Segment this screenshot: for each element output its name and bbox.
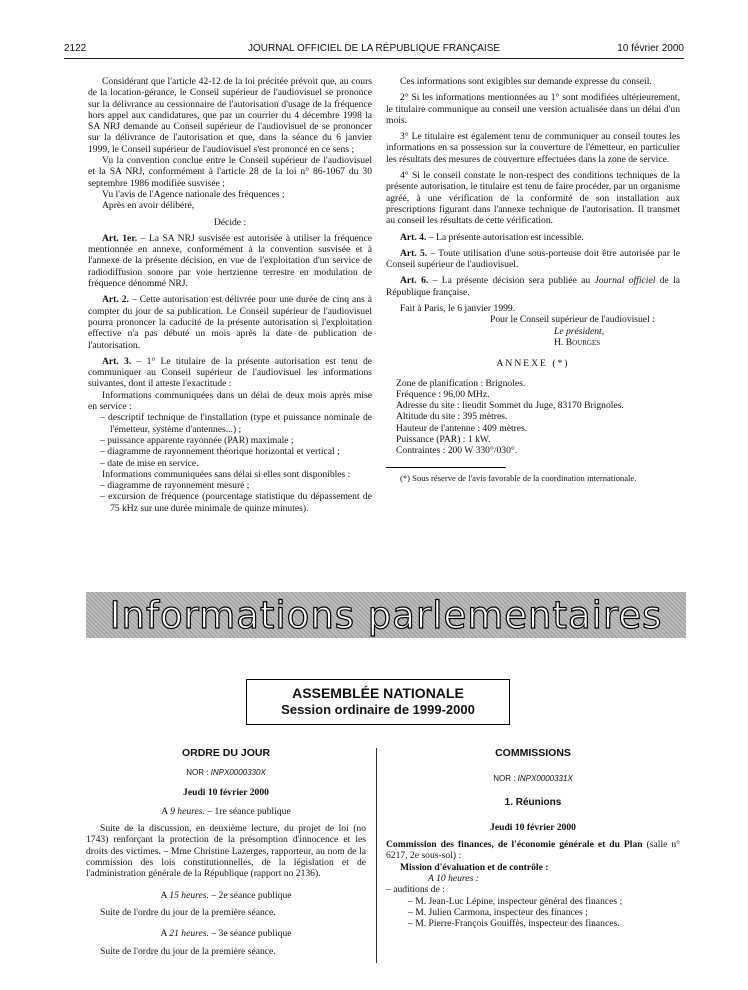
article-1 <box>88 233 372 289</box>
nor-code: INPX0000330X <box>210 768 266 778</box>
vu-avis-paragraph: Vu l'avis de l'Agence nationale des fréquences ; <box>102 188 285 200</box>
annexe-line: Altitude du site : 395 mètres. <box>396 411 508 423</box>
commissions-section <box>386 748 680 930</box>
list-item: – diagramme de rayonnement théorique horizontal et vertical ; <box>100 446 372 457</box>
annexe-title: ANNEXE (*) <box>496 358 570 370</box>
auditions-label: – auditions de : <box>386 884 445 896</box>
commissions-heading: COMMISSIONS <box>495 747 571 759</box>
assembly-name: ASSEMBLÉE NATIONALE <box>292 685 464 701</box>
session-3-label: – 3e séance publique <box>208 928 292 940</box>
ordre-du-jour-heading: ORDRE DU JOUR <box>181 747 271 759</box>
session-3-text: Suite de l'ordre du jour de la première séance. <box>100 945 276 957</box>
meeting-time: A 10 heures : <box>428 873 479 885</box>
article-5-label: Art. 5. <box>400 247 428 259</box>
session-2-prefix: A <box>160 889 170 901</box>
article-4 <box>386 232 680 243</box>
session-1-label: – 1re séance publique <box>204 805 291 817</box>
header-rule <box>64 58 684 59</box>
point-3-paragraph: 3° Le titulaire est également tenu de communiquer au conseil toutes les informations en sa possession sur la couverture de l'émetteur, en particulier les résultats des mesures de couverture effectuées dans la zone de service. <box>386 131 680 165</box>
list-item: – excursion de fréquence (pourcentage statistique du dépassement de 75 kHz sur une durée minimale de quinze minutes). <box>100 491 372 514</box>
assembly-box <box>246 679 510 725</box>
article-5 <box>386 248 680 271</box>
considerant-paragraph: Considérant que l'article 42-12 de la loi précitée prévoit que, au cours de la location-gérance, le Conseil supérieur de l'audiovisuel se prononce sur la délivrance au cessionnaire de l'autorisation d'usage de la fréquence hors appel aux candidatures, que par un courrier du 4 décembre 1998 la SA NRJ demande au Conseil supérieur de l'audiovisuel de se prononcer sur la délivrance de l'autorisation et que, dans la séance du 6 janvier 1999, le Conseil supérieur de l'audiovisuel s'est prononcé en ce sens ; <box>88 76 372 155</box>
session-3-heading <box>86 928 366 939</box>
issue-date: 10 février 2000 <box>617 43 684 54</box>
article-6 <box>386 275 680 298</box>
list-item: – M. Pierre-François Gouiffès, inspecteur des finances. <box>408 918 680 929</box>
section-banner <box>86 592 686 638</box>
journal-title: JOURNAL OFFICIEL DE LA RÉPUBLIQUE FRANÇAISE <box>247 43 501 54</box>
list-item: – diagramme de rayonnement mesuré ; <box>100 480 372 491</box>
left-column <box>88 76 372 514</box>
article-4-text: – La présente autorisation est incessible. <box>426 231 584 243</box>
reunions-heading: 1. Réunions <box>504 796 562 808</box>
nor-label: NOR : <box>493 774 518 784</box>
session-2-label: – 2e séance publique <box>208 889 292 901</box>
session-2-time: 15 heures. <box>169 889 209 901</box>
article-5-text: – Toute utilisation d'une sous-porteuse doit être autorisée par le Conseil supérieur de l'audiovisuel. <box>386 247 680 271</box>
annexe-line: Zone de planification : Brignoles. <box>396 377 526 389</box>
list-item: – M. Julien Carmona, inspecteur des finances ; <box>408 907 680 918</box>
article-2 <box>88 294 372 350</box>
article-3 <box>88 356 372 390</box>
commission-title: Commission des finances, de l'économie générale et du Plan <box>386 839 643 851</box>
auditions-list <box>386 896 680 930</box>
exigibles-paragraph: Ces informations sont exigibles sur demande expresse du conseil. <box>400 76 652 87</box>
annexe-line: Adresse du site : lieudit Sommet du Juge, 83170 Brignoles. <box>396 400 624 412</box>
session-2-text: Suite de l'ordre du jour de la première séance. <box>100 906 276 918</box>
signature-block <box>386 314 680 348</box>
annexe-details <box>386 378 680 457</box>
session-1-heading <box>86 806 366 817</box>
column-divider <box>376 748 377 963</box>
footnote: (*) Sous réserve de l'avis favorable de la coordination internationale. <box>400 472 637 483</box>
article-6-text-end: de la République française. <box>386 275 681 298</box>
article-2-label: Art. 2. <box>102 294 129 306</box>
article-3-label: Art. 3. <box>102 355 132 367</box>
info-after-service-paragraph: Informations communiquées dans un délai de deux mois après mise en service : <box>88 389 372 413</box>
annexe-line: Puissance (PAR) : 1 kW. <box>396 434 491 446</box>
session-name: Session ordinaire de 1999-2000 <box>281 702 475 717</box>
article-6-text: – La présente décision sera publiée au <box>428 275 595 287</box>
signature-title: Le président, <box>554 325 605 337</box>
journal-officiel-ref: Journal officiel <box>594 275 656 287</box>
commission-room: (salle n° 6217, 2e sous-sol) : <box>386 839 680 862</box>
annexe-line: Hauteur de l'antenne : 409 mètres. <box>396 422 528 434</box>
annexe-line: Fréquence : 96,00 MHz. <box>396 388 490 400</box>
article-4-label: Art. 4. <box>400 231 427 243</box>
article-6-label: Art. 6. <box>400 275 429 287</box>
info-list-2 <box>88 480 372 514</box>
page-number: 2122 <box>64 43 87 54</box>
list-item: – date de mise en service. <box>100 458 372 469</box>
session-2-heading <box>86 890 366 901</box>
point-4-paragraph: 4° Si le conseil constate le non-respect des conditions techniques de la présente autorisation, le titulaire est tenu de faire procéder, par un organisme agréé, à une vérification de la conformité de son installation aux prescriptions figurant dans l'annexe technique de l'autorisation. Il transmet au conseil les résultats de cette vérification. <box>386 170 680 227</box>
nor-code: INPX0000331X <box>517 774 573 784</box>
session-1-time: 9 heures. <box>170 805 205 817</box>
footnote-rule <box>386 467 506 468</box>
article-1-text: – La SA NRJ susvisée est autorisée à utiliser la fréquence mentionnée en annexe, conformément à la convention susvisée et à l'annexe de la présente décision, en vue de l'exploitation d'un service de radiodiffusion sonore par voie hertzienne terrestre en modulation de fréquence dénommé NRJ. <box>88 232 372 290</box>
deliberation-paragraph: Après en avoir délibéré, <box>102 200 195 212</box>
banner-title: Informations parlementaires <box>109 593 663 637</box>
right-column <box>386 76 680 484</box>
list-item: – puissance apparente rayonnée (PAR) maximale ; <box>100 435 372 446</box>
article-2-text: – Cette autorisation est délivrée pour une durée de cinq ans à compter du jour de sa publication. Le Conseil supérieur de l'audiovisuel pourra prononcer la caducité de la présente autorisation si l'exploitation effective n'a pas débuté un mois après la date de publication de l'autorisation. <box>88 294 373 351</box>
nor-reference <box>86 767 366 778</box>
list-item: – descriptif technique de l'installation (type et puissance nominale de l'émetteur, système d'antennes...) ; <box>100 412 372 435</box>
meeting-date: Jeudi 10 février 2000 <box>490 821 576 833</box>
session-3-prefix: A <box>160 928 170 940</box>
list-item: – M. Jean-Luc Lépine, inspecteur général des finances ; <box>408 896 680 907</box>
point-2-paragraph: 2° Si les informations mentionnées au 1° sont modifiées ultérieurement, le titulaire communique au conseil une version actualisée dans un délai d'un mois. <box>386 92 680 126</box>
session-1-text: Suite de la discussion, en deuxième lecture, du projet de loi (no 1743) renforçant la protection de la présomption d'innocence et les droits des victimes. – Mme Christine Lazerges, rapporteur, au nom de la commission des lois constitutionnelles, de la législation et de l'administration générale de la République (rapport no 2136). <box>86 823 366 880</box>
ordre-du-jour-section <box>86 748 366 957</box>
article-1-label: Art. 1er. <box>102 232 138 244</box>
nor-reference <box>386 773 680 784</box>
article-3-text: – 1° Le titulaire de la présente autorisation est tenu de communiquer au Conseil supérieur de l'audiovisuel les informations suivantes, dont il atteste l'exactitude : <box>88 355 373 390</box>
signature-place-date: Fait à Paris, le 6 janvier 1999. <box>400 303 516 315</box>
decide-heading: Décide : <box>213 216 247 228</box>
signatory-name: H. Bourges <box>554 336 601 348</box>
commission-name <box>386 839 680 862</box>
signature-line: Pour le Conseil supérieur de l'audiovisuel : <box>490 314 655 326</box>
session-3-time: 21 heures. <box>169 928 209 940</box>
vu-convention-paragraph: Vu la convention conclue entre le Conseil supérieur de l'audiovisuel et la SA NRJ, conformément à l'article 28 de la loi n° 86-1067 du 30 septembre 1986 modifiée susvisée ; <box>88 155 372 189</box>
info-list-1 <box>88 412 372 468</box>
session-1-prefix: A <box>161 805 171 817</box>
meeting-date: Jeudi 10 février 2000 <box>183 786 269 798</box>
annexe-line: Contraintes : 200 W 330°/030°. <box>396 445 518 457</box>
auditions-text: auditions de : <box>393 884 445 896</box>
mission-title: Mission d'évaluation et de contrôle : <box>400 861 549 873</box>
info-no-delay-paragraph: Informations communiquées sans délai si elles sont disponibles : <box>102 468 351 480</box>
nor-label: NOR : <box>186 768 211 778</box>
